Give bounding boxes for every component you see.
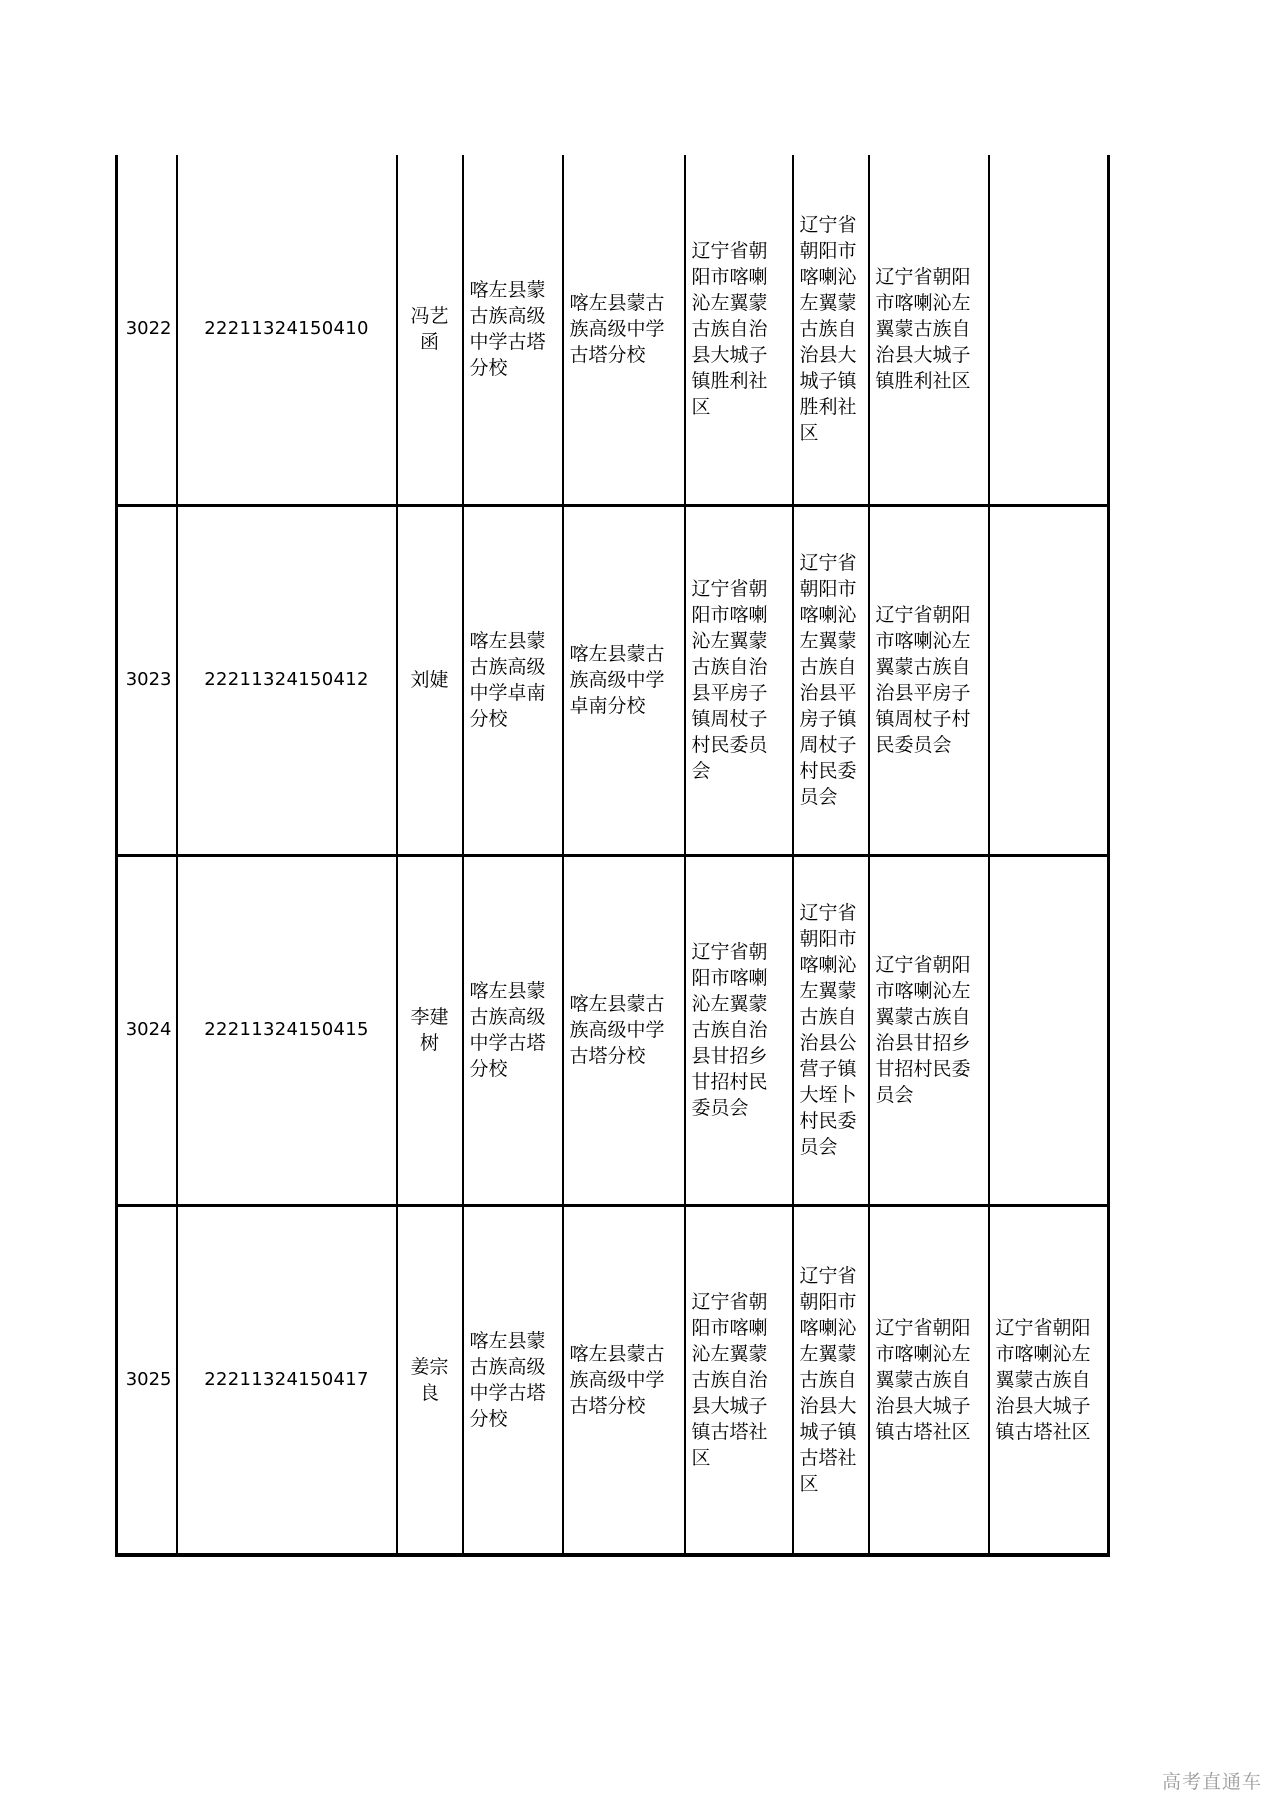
name-cell: 刘婕	[397, 505, 463, 855]
address-cell	[989, 855, 1109, 1205]
school-cell: 喀左县蒙古族高级中学古塔分校	[563, 855, 685, 1205]
address-cell	[989, 505, 1109, 855]
seq-cell: 3022	[117, 155, 177, 505]
school-cell: 喀左县蒙古族高级中学古塔分校	[463, 1205, 563, 1555]
table-row	[117, 855, 1109, 1205]
school-cell: 喀左县蒙古族高级中学卓南分校	[463, 505, 563, 855]
table-row	[117, 1205, 1109, 1555]
name-cell: 李建树	[397, 855, 463, 1205]
school-cell: 喀左县蒙古族高级中学卓南分校	[563, 505, 685, 855]
address-cell: 辽宁省朝阳市喀喇沁左翼蒙古族自治县大城子镇胜利社区	[869, 155, 989, 505]
exam-id-cell: 22211324150412	[177, 505, 397, 855]
address-cell: 辽宁省朝阳市喀喇沁左翼蒙古族自治县平房子镇周杖子村民委员会	[869, 505, 989, 855]
school-cell: 喀左县蒙古族高级中学古塔分校	[563, 155, 685, 505]
name-cell: 姜宗良	[397, 1205, 463, 1555]
address-cell: 辽宁省朝阳市喀喇沁左翼蒙古族自治县甘招乡甘招村民委员会	[685, 855, 793, 1205]
address-cell: 辽宁省朝阳市喀喇沁左翼蒙古族自治县平房子镇周杖子村民委员会	[793, 505, 869, 855]
address-cell: 辽宁省朝阳市喀喇沁左翼蒙古族自治县甘招乡甘招村民委员会	[869, 855, 989, 1205]
applicant-table	[115, 155, 1110, 1557]
address-cell: 辽宁省朝阳市喀喇沁左翼蒙古族自治县大城子镇古塔社区	[989, 1205, 1109, 1555]
seq-cell: 3023	[117, 505, 177, 855]
address-cell	[989, 155, 1109, 505]
address-cell: 辽宁省朝阳市喀喇沁左翼蒙古族自治县大城子镇古塔社区	[869, 1205, 989, 1555]
name-cell: 冯艺函	[397, 155, 463, 505]
address-cell: 辽宁省朝阳市喀喇沁左翼蒙古族自治县大城子镇胜利社区	[793, 155, 869, 505]
address-cell: 辽宁省朝阳市喀喇沁左翼蒙古族自治县公营子镇大垤卜村民委员会	[793, 855, 869, 1205]
exam-id-cell: 22211324150415	[177, 855, 397, 1205]
watermark: 高考直通车	[1161, 1771, 1262, 1793]
address-cell: 辽宁省朝阳市喀喇沁左翼蒙古族自治县大城子镇古塔社区	[685, 1205, 793, 1555]
seq-cell: 3024	[117, 855, 177, 1205]
address-cell: 辽宁省朝阳市喀喇沁左翼蒙古族自治县大城子镇胜利社区	[685, 155, 793, 505]
table-row	[117, 505, 1109, 855]
seq-cell: 3025	[117, 1205, 177, 1555]
exam-id-cell: 22211324150417	[177, 1205, 397, 1555]
address-cell: 辽宁省朝阳市喀喇沁左翼蒙古族自治县大城子镇古塔社区	[793, 1205, 869, 1555]
school-cell: 喀左县蒙古族高级中学古塔分校	[463, 855, 563, 1205]
table-row	[117, 155, 1109, 505]
school-cell: 喀左县蒙古族高级中学古塔分校	[563, 1205, 685, 1555]
exam-id-cell: 22211324150410	[177, 155, 397, 505]
address-cell: 辽宁省朝阳市喀喇沁左翼蒙古族自治县平房子镇周杖子村民委员会	[685, 505, 793, 855]
school-cell: 喀左县蒙古族高级中学古塔分校	[463, 155, 563, 505]
